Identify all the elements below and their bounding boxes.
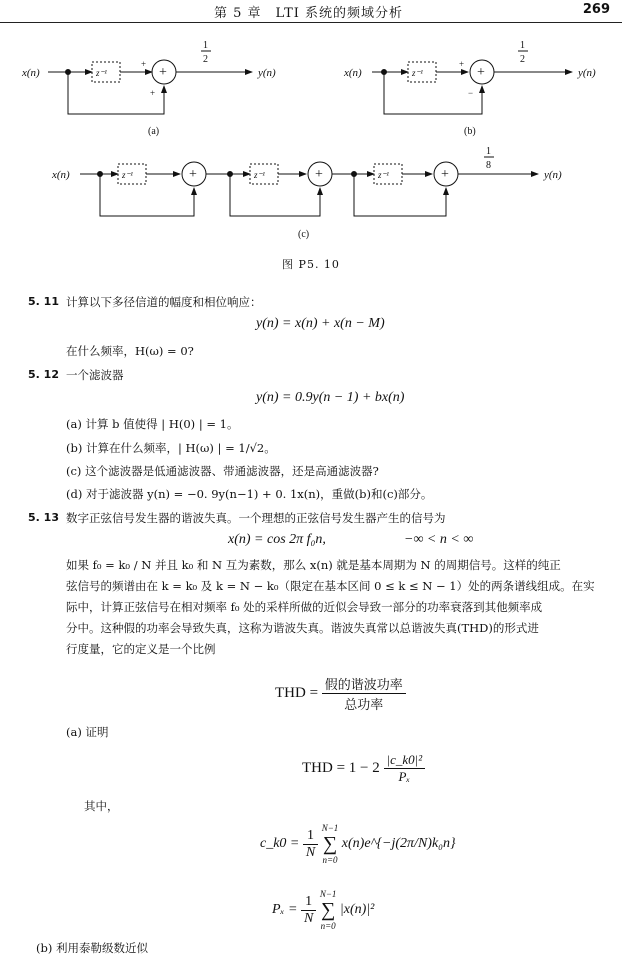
- problem-5-12-b: (b) 计算在什么频率，| H(ω) | = 1/√2。: [66, 441, 276, 455]
- px-formula-lhs: Pₓ =: [272, 902, 298, 918]
- px-formula-fraction-den: N: [303, 910, 314, 926]
- thd-definition-lhs: THD =: [275, 684, 319, 701]
- problem-5-12-number: 5. 12: [28, 368, 59, 381]
- problem-5-12-equation: y(n) = 0.9y(n − 1) + bx(n): [256, 390, 405, 405]
- paragraph-line: 如果 f₀ = k₀ / N 并且 k₀ 和 N 互为素数，那么 x(n) 就是基本周期为 N 的周期信号。这样的纯正: [66, 558, 561, 572]
- fig-c-output-label: y(n): [544, 169, 562, 181]
- problem-5-11-text: 计算以下多径信道的幅度和相位响应：: [66, 295, 262, 309]
- fig-b-input-label: x(n): [344, 67, 362, 79]
- fig-c-adder-3-plus: +: [441, 167, 449, 182]
- paragraph-line: 行度量，它的定义是一个比例: [66, 642, 216, 656]
- fig-c-gain-num: 1: [486, 146, 491, 157]
- problem-5-13-a: (a) 证明: [66, 725, 109, 739]
- fig-b-delay-label: z⁻¹: [412, 68, 423, 78]
- ck-formula-fraction-num: 1: [303, 828, 318, 845]
- problem-5-12-c: (c) 这个滤波器是低通滤波器、带通滤波器，还是高通滤波器?: [66, 464, 379, 478]
- problem-5-13-equation-range: −∞ < n < ∞: [404, 532, 474, 547]
- fig-a-adder-plus: +: [159, 65, 167, 80]
- fig-b-label: (b): [464, 126, 476, 137]
- fig-c-delay-3-label: z⁻¹: [378, 170, 389, 180]
- fig-c-delay-2-label: z⁻¹: [254, 170, 265, 180]
- px-sum-lower: n=0: [320, 921, 336, 931]
- thd-formula-lhs: THD = 1 − 2: [302, 759, 380, 776]
- fig-c-label: (c): [298, 229, 310, 240]
- ck-formula-fraction: [303, 828, 318, 861]
- problem-5-12-text: 一个滤波器: [66, 368, 124, 382]
- fig-b-sign-top: +: [459, 59, 465, 69]
- fig-a-output-label: y(n): [258, 67, 276, 79]
- fig-b-gain-num: 1: [520, 40, 525, 51]
- fig-c-adder-2-plus: +: [315, 167, 323, 182]
- problem-5-13-b: (b) 利用泰勒级数近似: [36, 941, 148, 955]
- page-header: [0, 0, 622, 23]
- fig-b-sign-bottom: −: [468, 88, 474, 98]
- ck-sum-upper: N−1: [321, 823, 339, 833]
- px-formula-body: |x(n)|²: [339, 902, 375, 918]
- problem-5-11-equation: y(n) = x(n) + x(n − M): [256, 316, 385, 331]
- fig-a-gain-den: 2: [203, 54, 208, 65]
- fig-b-adder-plus: +: [477, 65, 485, 80]
- fig-b-gain-den: 2: [520, 54, 525, 65]
- fig-a-delay-label: z⁻¹: [96, 68, 107, 78]
- fig-a-label: (a): [148, 126, 160, 137]
- px-formula-fraction-num: 1: [301, 894, 316, 911]
- fig-a-sign-top: +: [141, 59, 147, 69]
- paragraph-line: 分中。这种假的功率会导致失真，这称为谐波失真。谐波失真常以总谐波失真(THD)的形式进: [66, 621, 539, 635]
- ck-formula: [260, 822, 456, 866]
- figure-caption: 图 P5. 10: [282, 258, 340, 271]
- fig-c-adder-1-plus: +: [189, 167, 197, 182]
- paragraph-line: 弦信号的频谱由在 k = k₀ 及 k = N − k₀（限定在基本区间 0 ≤ k ≤ N − 1）处的两条谱线组成。在实: [66, 579, 595, 593]
- px-formula: [272, 888, 374, 932]
- fig-b-output-label: y(n): [578, 67, 596, 79]
- problem-5-13-text: 数字正弦信号发生器的谐波失真。一个理想的正弦信号发生器产生的信号为: [66, 511, 446, 525]
- ck-formula-body: x(n)e^{−j(2π/N)k₀n}: [341, 836, 456, 852]
- ck-formula-summation: [322, 822, 339, 866]
- px-formula-fraction: [301, 894, 316, 927]
- fig-a-sign-bottom: +: [150, 88, 156, 98]
- where-label: 其中，: [84, 799, 119, 813]
- px-formula-summation: [320, 888, 337, 932]
- ck-sum-lower: n=0: [322, 855, 338, 865]
- sigma-symbol: ∑: [322, 833, 338, 855]
- page-number: 269: [582, 2, 610, 17]
- problem-5-12-d: (d) 对于滤波器 y(n) = −0. 9y(n−1) + 0. 1x(n)，重做(b)和(c)部分。: [66, 487, 433, 501]
- fig-a-gain-num: 1: [203, 40, 208, 51]
- problem-5-13-equation: x(n) = cos 2π f₀n,: [228, 532, 326, 547]
- problem-5-12-a: (a) 计算 b 值使得 | H(0) | = 1。: [66, 417, 239, 431]
- thd-definition-denominator: 总功率: [344, 697, 384, 712]
- thd-definition-numerator: 假的谐波功率: [322, 674, 406, 694]
- fig-c-gain-den: 8: [486, 160, 491, 171]
- px-sum-upper: N−1: [319, 889, 337, 899]
- problem-5-11-question: 在什么频率，H(ω) = 0?: [66, 344, 194, 358]
- problem-5-13-paragraph: [66, 555, 602, 660]
- thd-definition: [275, 674, 406, 713]
- thd-formula: [302, 752, 425, 785]
- paragraph-line: 际中，计算正弦信号在相对频率 f₀ 处的采样所做的近似会导致一部分的功率衰落到其他频率成: [66, 600, 543, 614]
- sigma-symbol: ∑: [320, 899, 336, 921]
- thd-formula-numerator: |c_k0|²: [384, 752, 426, 769]
- thd-formula-fraction: [384, 752, 426, 785]
- fig-c-delay-1-label: z⁻¹: [122, 170, 133, 180]
- chapter-title: 第 5 章 LTI 系统的频域分析: [214, 6, 404, 21]
- ck-formula-lhs: c_k0 =: [260, 836, 300, 852]
- fig-a-input-label: x(n): [22, 67, 40, 79]
- thd-formula-denominator: Pₓ: [398, 769, 411, 784]
- problem-5-11-number: 5. 11: [28, 295, 59, 308]
- figure-p5-10: [0, 22, 622, 254]
- ck-formula-fraction-den: N: [305, 844, 316, 860]
- thd-definition-fraction: [322, 674, 406, 713]
- problem-5-13-number: 5. 13: [28, 511, 59, 524]
- fig-c-input-label: x(n): [52, 169, 70, 181]
